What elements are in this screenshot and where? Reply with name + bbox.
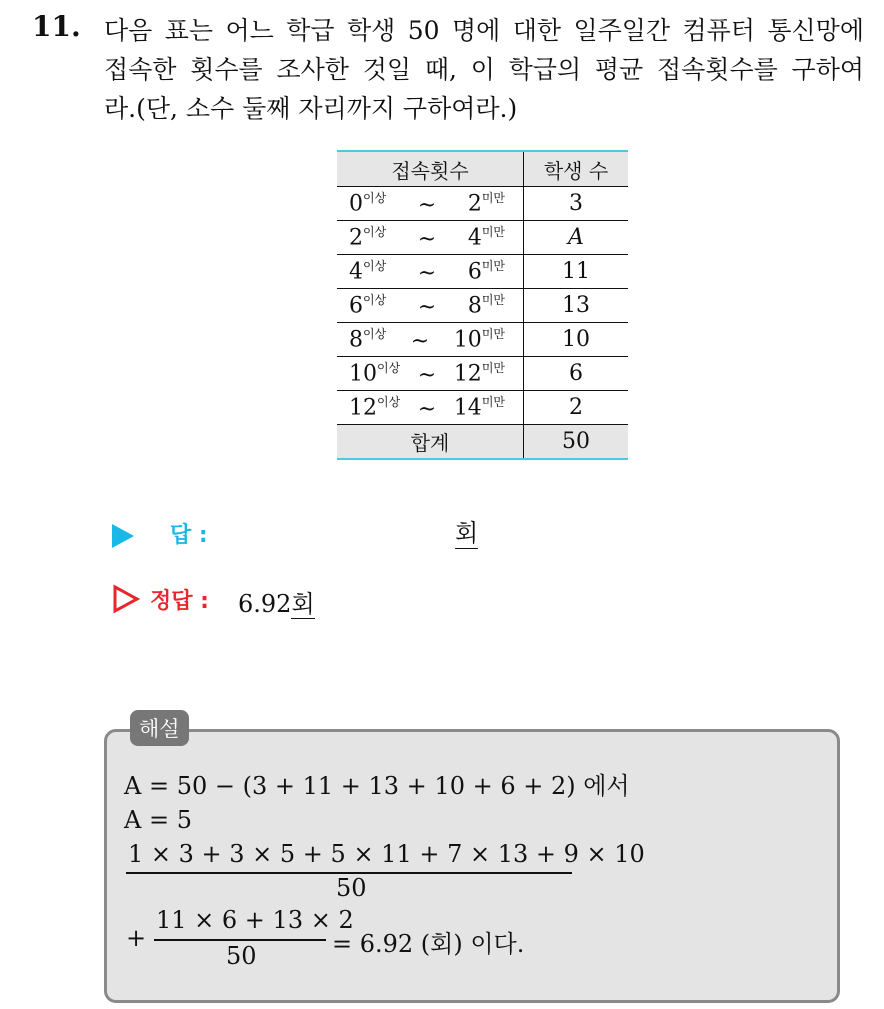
solution-line-1: A = 50 − (3 + 11 + 13 + 10 + 6 + 2) 에서 <box>124 772 630 800</box>
above-label: 이상 <box>363 327 387 341</box>
fraction-2-bar <box>154 939 326 941</box>
range-low: 10 <box>349 361 377 387</box>
table-row <box>337 357 628 391</box>
fraction-2-numerator: 11 × 6 + 13 × 2 <box>156 906 354 934</box>
table-row <box>337 289 628 323</box>
question-line-1: 다음 표는 어느 학급 학생 50 명에 대한 일주일간 컴퓨터 통신망에 <box>104 16 864 45</box>
question-line-2: 접속한 횟수를 조사한 것일 때, 이 학급의 평균 접속횟수를 구하여 <box>104 55 864 84</box>
range-low: 2 <box>349 225 363 251</box>
above-label: 이상 <box>363 293 387 307</box>
visit-range-cell <box>337 391 524 425</box>
tilde: ~ <box>417 227 437 252</box>
fraction-1-denominator: 50 <box>336 874 367 902</box>
range-high: 10 <box>453 327 482 353</box>
play-triangle-icon <box>112 524 134 548</box>
range-high: 2 <box>467 191 482 217</box>
visit-range-cell <box>337 187 524 221</box>
student-count-cell: 11 <box>524 255 629 289</box>
below-label: 미만 <box>481 395 505 409</box>
range-high: 12 <box>453 361 482 387</box>
range-low: 4 <box>349 259 363 285</box>
total-label: 합계 <box>337 425 524 460</box>
outline-triangle-icon <box>112 584 140 614</box>
tilde: ~ <box>417 261 437 286</box>
correct-value <box>238 584 315 619</box>
visit-range-cell <box>337 221 524 255</box>
correct-number: 6.92 <box>238 590 292 618</box>
tilde: ~ <box>417 363 437 388</box>
above-label: 이상 <box>377 361 401 375</box>
below-label: 미만 <box>481 361 505 375</box>
below-label: 미만 <box>481 327 505 341</box>
below-label: 미만 <box>481 259 505 273</box>
header-visits: 접속횟수 <box>337 151 524 187</box>
below-label: 미만 <box>481 293 505 307</box>
student-count-cell: A <box>524 221 629 255</box>
solution-result: = 6.92 (회) 이다. <box>332 930 525 958</box>
range-high: 14 <box>453 395 482 421</box>
above-label: 이상 <box>377 395 401 409</box>
table-row <box>337 187 628 221</box>
frequency-table <box>337 150 628 460</box>
range-low: 6 <box>349 293 363 319</box>
table-row <box>337 221 628 255</box>
question-number: 11. <box>32 10 81 43</box>
answer-blank-unit: 회 <box>455 519 479 547</box>
student-count-cell: 6 <box>524 357 629 391</box>
correct-label: 정답 : <box>150 589 209 614</box>
question-text <box>104 11 864 128</box>
above-label: 이상 <box>363 259 387 273</box>
range-high: 8 <box>467 293 482 319</box>
solution-line-2: A = 5 <box>124 806 192 834</box>
tilde: ~ <box>410 329 430 354</box>
above-label: 이상 <box>363 191 387 205</box>
answer-label: 답 : <box>170 523 208 548</box>
student-count-cell: 13 <box>524 289 629 323</box>
tilde: ~ <box>417 397 437 422</box>
tilde: ~ <box>417 295 437 320</box>
above-label: 이상 <box>363 225 387 239</box>
fraction-1-numerator: 1 × 3 + 3 × 5 + 5 × 11 + 7 × 13 + 9 × 10 <box>128 840 645 868</box>
correct-unit: 회 <box>291 590 315 618</box>
visit-range-cell <box>337 289 524 323</box>
question-line-3: 라.(단, 소수 둘째 자리까지 구하여라.) <box>104 94 518 123</box>
below-label: 미만 <box>481 191 505 205</box>
table-row <box>337 255 628 289</box>
visit-range-cell <box>337 323 524 357</box>
visit-range-cell <box>337 255 524 289</box>
fraction-2-denominator: 50 <box>226 942 257 970</box>
student-count-cell: 3 <box>524 187 629 221</box>
range-high: 4 <box>467 225 482 251</box>
table-row <box>337 323 628 357</box>
student-count-cell: 2 <box>524 391 629 425</box>
total-value: 50 <box>524 425 629 460</box>
answer-row <box>112 518 208 554</box>
range-low: 0 <box>349 191 363 217</box>
range-high: 6 <box>467 259 482 285</box>
solution-tag: 해설 <box>130 710 189 746</box>
table-row <box>337 391 628 425</box>
plus-sign: + <box>126 924 147 952</box>
visit-range-cell <box>337 357 524 391</box>
student-count-cell: 10 <box>524 323 629 357</box>
tilde: ~ <box>417 193 437 218</box>
range-low: 8 <box>349 327 363 353</box>
below-label: 미만 <box>481 225 505 239</box>
range-low: 12 <box>349 395 377 421</box>
header-students: 학생 수 <box>524 151 629 187</box>
